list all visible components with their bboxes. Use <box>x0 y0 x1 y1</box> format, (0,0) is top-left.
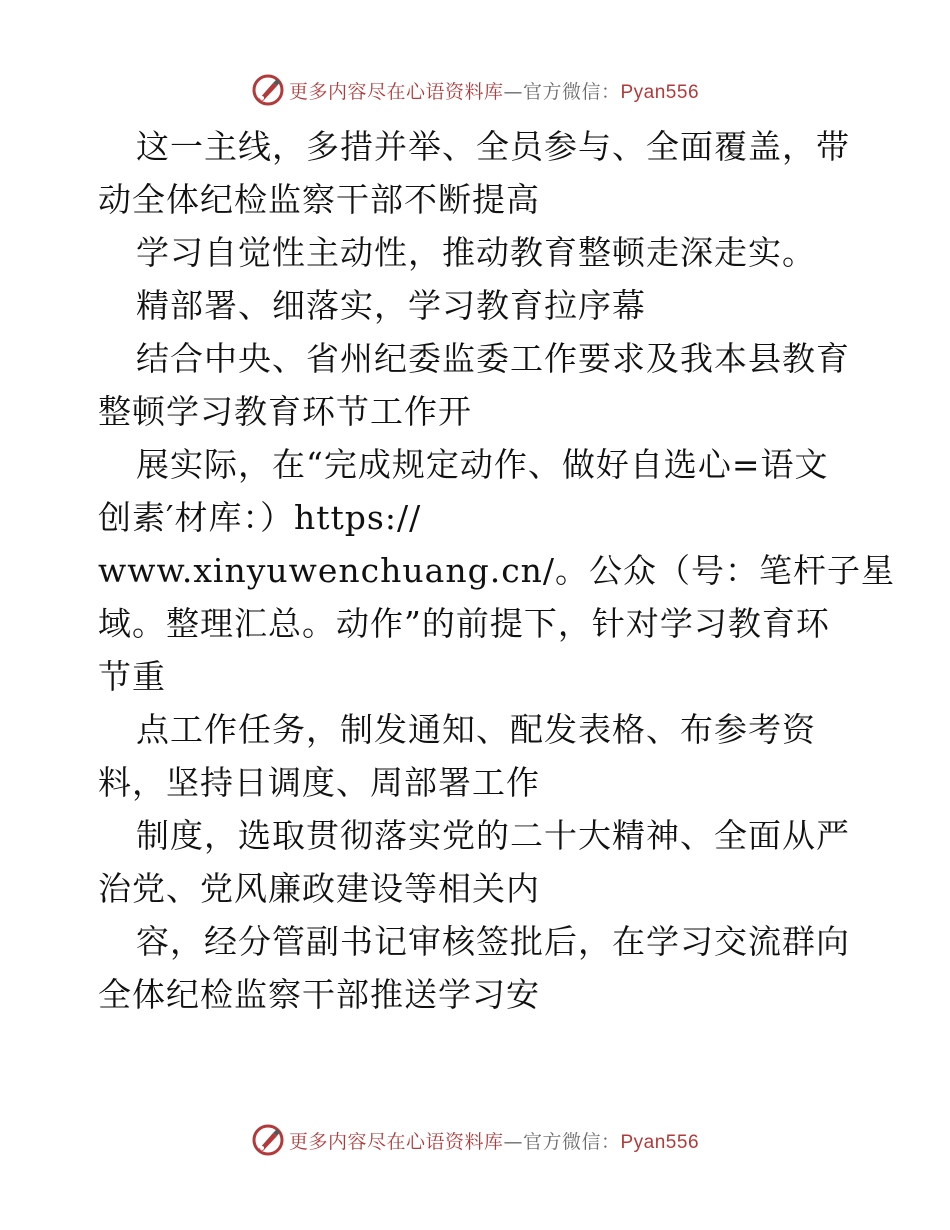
banner-main-text: 更多内容尽在心语资料库 <box>288 1130 504 1153</box>
text-line: 治党、党风廉政建设等相关内 <box>98 869 540 908</box>
text-line: 整顿学习教育环节工作开 <box>98 392 472 431</box>
text-line: 动全体纪检监察干部不断提高 <box>98 180 540 219</box>
pen-circle-logo-icon <box>251 73 285 107</box>
text-line: 料，坚持日调度、周部署工作 <box>98 763 540 802</box>
text-line: 全体纪检监察干部推送学习安 <box>98 975 540 1014</box>
text-line: 学习自觉性主动性，推动教育整顿走深走实。 <box>136 233 816 272</box>
text-line: 节重 <box>98 657 166 696</box>
banner-dash: — <box>503 80 523 103</box>
text-line: 创素′材库：）https:// <box>98 498 422 537</box>
text-line: 容，经分管副书记审核签批后，在学习交流群向 <box>136 922 850 961</box>
text-line: 这一主线，多措并举、全员参与、全面覆盖，带 <box>136 127 850 166</box>
text-line: 结合中央、省州纪委监委工作要求及我本县教育 <box>136 339 850 378</box>
text-line: 域。整理汇总。动作”的前提下，针对学习教育环 <box>98 604 830 643</box>
header-banner <box>0 72 950 108</box>
pen-circle-logo-icon <box>251 1123 285 1157</box>
text-line: 制度，选取贯彻落实党的二十大精神、全面从严 <box>136 816 850 855</box>
banner-dash: — <box>503 1130 523 1153</box>
footer-banner <box>0 1122 950 1158</box>
text-line: www.xinyuwenchuang.cn/。公众（号：笔杆子星 <box>98 551 896 590</box>
document-body <box>98 120 896 1021</box>
banner-wechat-label: 官方微信： <box>522 80 621 103</box>
banner-wechat-id: Pyan556 <box>620 81 700 103</box>
text-line: 点工作任务，制发通知、配发表格、布参考资 <box>136 710 816 749</box>
banner-wechat-label: 官方微信： <box>522 1130 621 1153</box>
banner-wechat-id: Pyan556 <box>620 1131 700 1153</box>
banner-main-text: 更多内容尽在心语资料库 <box>288 80 504 103</box>
text-line: 精部署、细落实，学习教育拉序幕 <box>136 286 646 325</box>
text-line: 展实际，在“完成规定动作、做好自选心=语文 <box>136 445 829 484</box>
